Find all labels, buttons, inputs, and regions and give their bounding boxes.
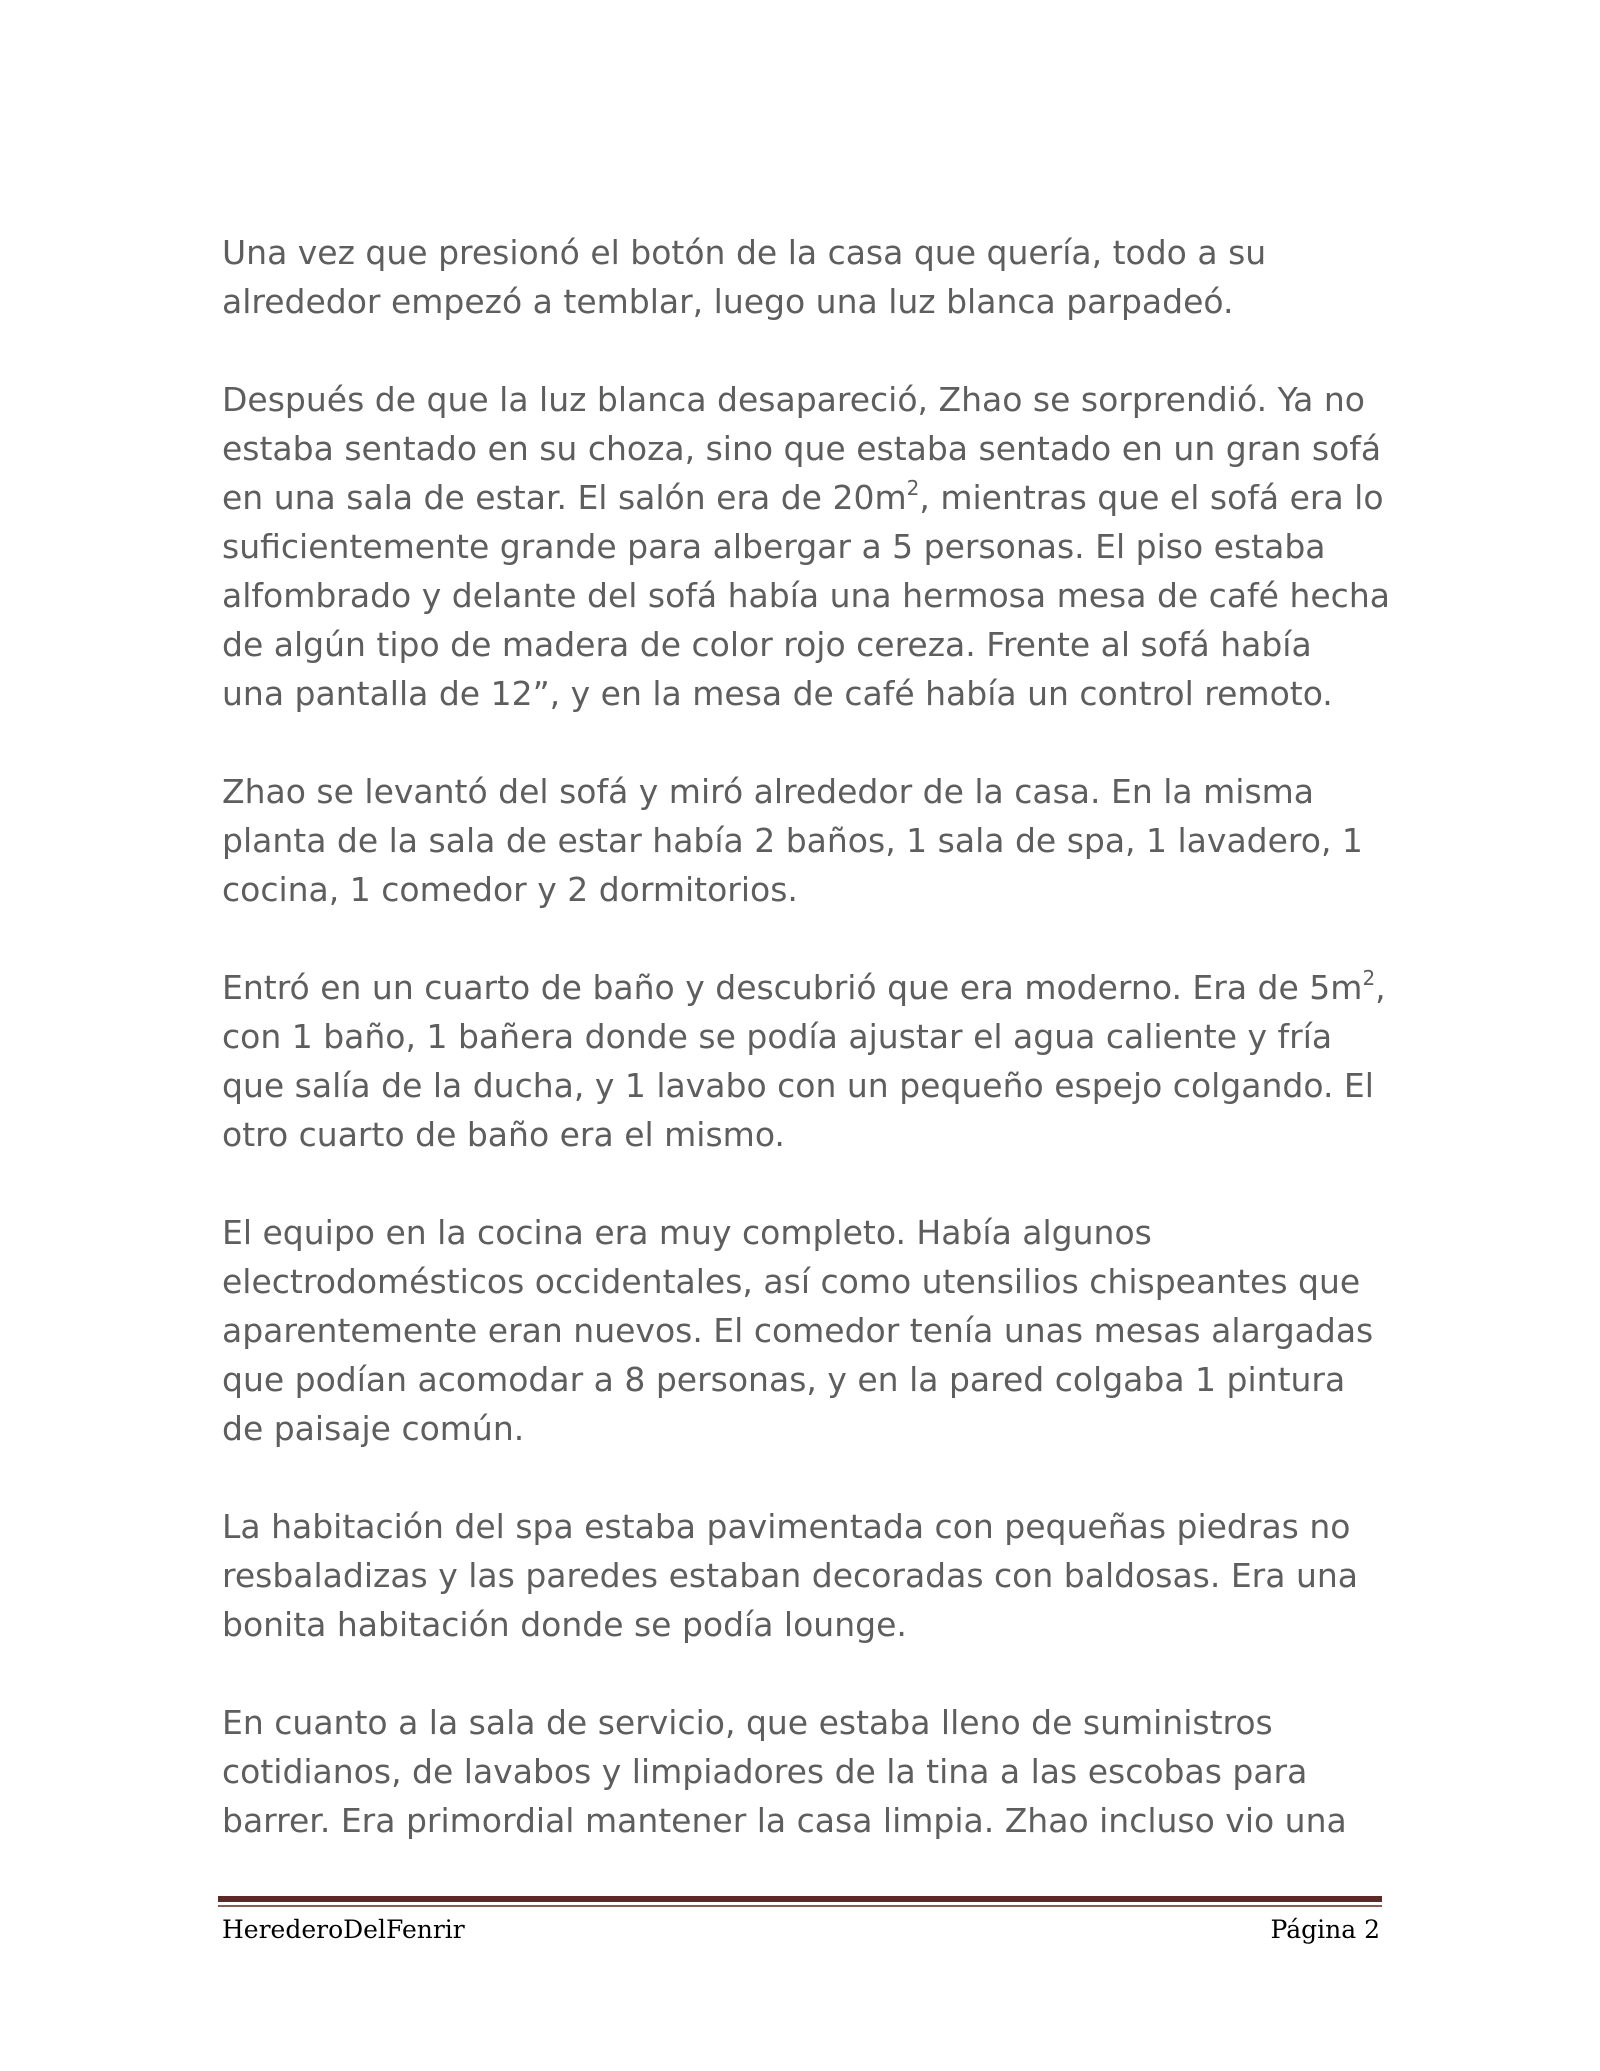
text-fragment: , (1375, 968, 1386, 1007)
paragraph (222, 767, 1387, 914)
text-line (222, 473, 1387, 522)
text-fragment: , mientras que el sofá era lo (919, 478, 1384, 517)
text-line (222, 963, 1387, 1012)
page-footer (222, 1910, 1382, 1950)
superscript: 2 (1362, 966, 1376, 990)
text-line: barrer. Era primordial mantener la casa limpia. Zhao incluso vio una (222, 1801, 1347, 1840)
footer-divider-thin (218, 1905, 1382, 1907)
footer-author: HerederoDelFenrir (222, 1915, 465, 1944)
paragraph (222, 1208, 1387, 1453)
document-body (222, 228, 1390, 1894)
text-line: una pantalla de 12”, y en la mesa de café había un control remoto. (222, 674, 1333, 713)
text-line: aparentemente eran nuevos. El comedor tenía unas mesas alargadas (222, 1311, 1374, 1350)
text-line: alfombrado y delante del sofá había una hermosa mesa de café hecha (222, 576, 1390, 615)
page-number: Página 2 (1270, 1915, 1380, 1944)
superscript: 2 (906, 476, 920, 500)
text-line: con 1 baño, 1 bañera donde se podía ajustar el agua caliente y fría (222, 1017, 1333, 1056)
text-line: resbaladizas y las paredes estaban decoradas con baldosas. Era una (222, 1556, 1359, 1595)
text-line: otro cuarto de baño era el mismo. (222, 1115, 785, 1154)
paragraph (222, 228, 1387, 326)
text-line: Después de que la luz blanca desapareció, Zhao se sorprendió. Ya no (222, 380, 1365, 419)
text-line: Una vez que presionó el botón de la casa que quería, todo a su (222, 233, 1267, 272)
paragraph (222, 375, 1390, 718)
text-line: La habitación del spa estaba pavimentada con pequeñas piedras no (222, 1507, 1351, 1546)
text-line: cotidianos, de lavabos y limpiadores de la tina a las escobas para (222, 1752, 1308, 1791)
footer-divider (218, 1896, 1382, 1902)
text-line: cocina, 1 comedor y 2 dormitorios. (222, 870, 798, 909)
text-line: que podían acomodar a 8 personas, y en la pared colgaba 1 pintura (222, 1360, 1346, 1399)
text-line: electrodomésticos occidentales, así como utensilios chispeantes que (222, 1262, 1361, 1301)
text-line: suficientemente grande para albergar a 5 personas. El piso estaba (222, 527, 1326, 566)
text-fragment: Entró en un cuarto de baño y descubrió que era moderno. Era de 5m (222, 968, 1363, 1007)
paragraph (222, 1698, 1387, 1845)
text-line: planta de la sala de estar había 2 baños, 1 sala de spa, 1 lavadero, 1 (222, 821, 1363, 860)
text-line: Zhao se levantó del sofá y miró alrededor de la casa. En la misma (222, 772, 1315, 811)
text-line: que salía de la ducha, y 1 lavabo con un pequeño espejo colgando. El (222, 1066, 1374, 1105)
text-fragment: en una sala de estar. El salón era de 20m (222, 478, 907, 517)
text-line: En cuanto a la sala de servicio, que estaba lleno de suministros (222, 1703, 1273, 1742)
text-line: estaba sentado en su choza, sino que estaba sentado en un gran sofá (222, 429, 1382, 468)
text-line: bonita habitación donde se podía lounge. (222, 1605, 907, 1644)
text-line: de paisaje común. (222, 1409, 525, 1448)
paragraph (222, 963, 1387, 1159)
text-line: El equipo en la cocina era muy completo. Había algunos (222, 1213, 1152, 1252)
paragraph (222, 1502, 1387, 1649)
text-line: alrededor empezó a temblar, luego una luz blanca parpadeó. (222, 282, 1234, 321)
text-line: de algún tipo de madera de color rojo cereza. Frente al sofá había (222, 625, 1312, 664)
